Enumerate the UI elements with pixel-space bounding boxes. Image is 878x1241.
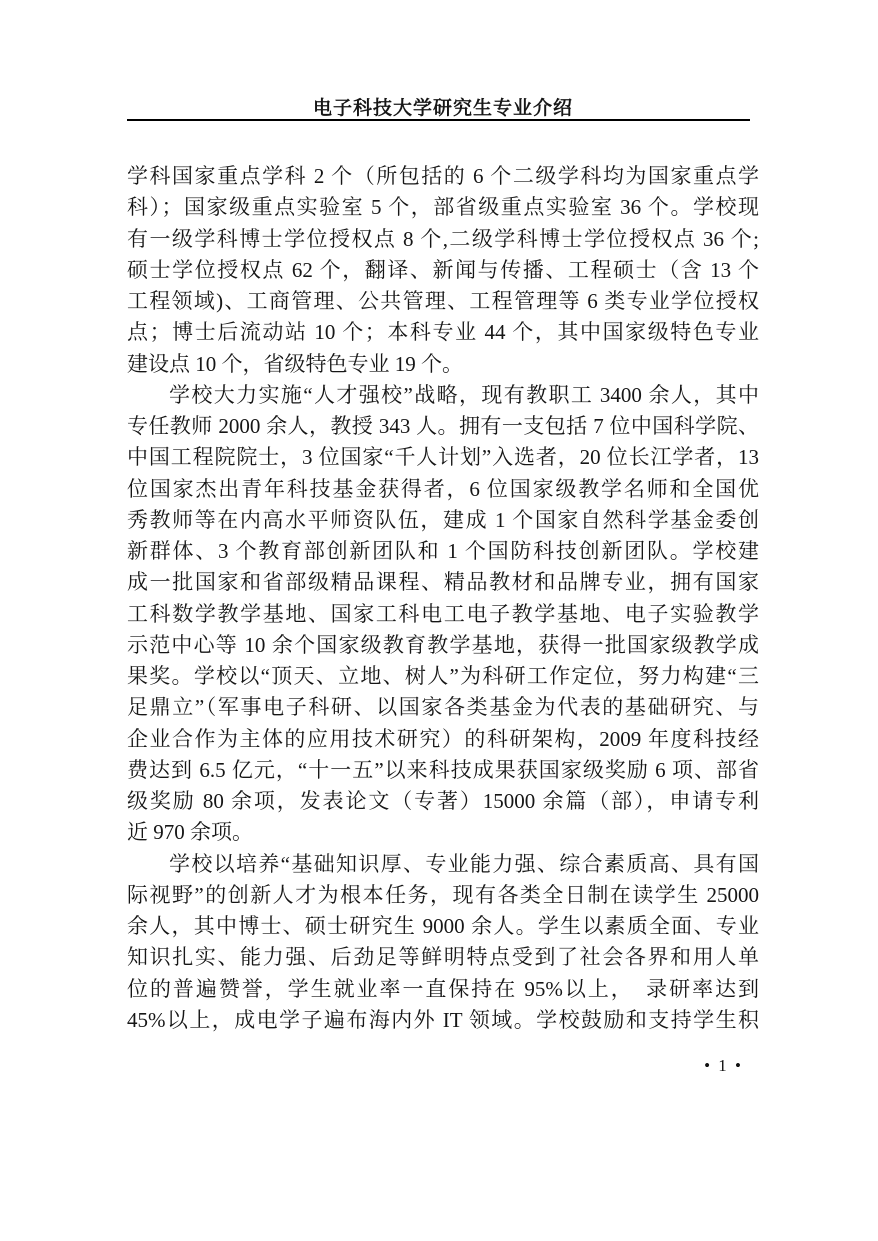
text-line: 果奖。学校以“顶天、立地、树人”为科研工作定位，努力构建“三: [127, 664, 759, 688]
page-header-title: 电子科技大学研究生专业介绍: [312, 98, 573, 119]
text-line: 点；博士后流动站 10 个；本科专业 44 个，其中国家级特色专业: [127, 320, 759, 345]
text-line: 费达到 6.5 亿元，“十一五”以来科技成果获国家级奖励 6 项、部省: [127, 757, 759, 782]
text-line: 有一级学科博士学位授权点 8 个,二级学科博士学位授权点 36 个;: [127, 226, 759, 251]
text-line: 学校大力实施“人才强校”战略，现有教职工 3400 余人，其中: [169, 382, 759, 407]
text-line: 际视野”的创新人才为根本任务，现有各类全日制在读学生 25000: [127, 882, 759, 907]
text-line: 余人，其中博士、硕士研究生 9000 余人。学生以素质全面、专业: [127, 914, 759, 938]
text-line: 45%以上，成电学子遍布海内外 IT 领域。学校鼓励和支持学生积: [127, 1007, 759, 1032]
text-line: 足鼎立”（军事电子科研、以国家各类基金为代表的基础研究、与: [127, 695, 759, 720]
header-rule: [127, 119, 750, 121]
text-line: 示范中心等 10 余个国家级教育教学基地，获得一批国家级教学成: [127, 632, 759, 657]
text-line: 工程领域)、工商管理、公共管理、工程管理等 6 类专业学位授权: [127, 289, 759, 313]
text-line: 新群体、3 个教育部创新团队和 1 个国防科技创新团队。学校建: [127, 539, 759, 563]
text-line: 硕士学位授权点 62 个，翻译、新闻与传播、工程硕士（含 13 个: [127, 257, 759, 282]
text-line: 企业合作为主体的应用技术研究）的科研架构，2009 年度科技经: [127, 726, 759, 751]
text-line: 成一批国家和省部级精品课程、精品教材和品牌专业，拥有国家: [127, 570, 759, 595]
text-line: 学校以培养“基础知识厚、专业能力强、综合素质高、具有国: [169, 851, 759, 876]
text-line: 位国家杰出青年科技基金获得者，6 位国家级教学名师和全国优: [127, 476, 759, 501]
text-line: 知识扎实、能力强、后劲足等鲜明特点受到了社会各界和用人单: [127, 945, 759, 970]
text-line: 专任教师 2000 余人，教授 343 人。拥有一支包括 7 位中国科学院、: [127, 414, 759, 438]
text-line: 建设点 10 个，省级特色专业 19 个。: [127, 351, 463, 376]
document-body: [127, 161, 759, 1036]
text-line: 秀教师等在内高水平师资队伍，建成 1 个国家自然科学基金委创: [127, 507, 759, 532]
text-line: 科）；国家级重点实验室 5 个，部省级重点实验室 36 个。学校现: [127, 195, 759, 220]
text-line: 工科数学教学基地、国家工科电工电子教学基地、电子实验教学: [127, 601, 759, 626]
text-line: 位的普遍赞誉，学生就业率一直保持在 95%以上， 录研率达到: [127, 976, 759, 1001]
text-line: 级奖励 80 余项，发表论文（专著）15000 余篇（部），申请专利: [127, 789, 759, 813]
text-line: 中国工程院院士，3 位国家“千人计划”入选者，20 位长江学者，13: [127, 445, 759, 470]
text-line: 近 970 余项。: [127, 820, 253, 845]
text-line: 学科国家重点学科 2 个（所包括的 6 个二级学科均为国家重点学: [127, 164, 759, 188]
page-number: • 1 •: [704, 1056, 743, 1075]
